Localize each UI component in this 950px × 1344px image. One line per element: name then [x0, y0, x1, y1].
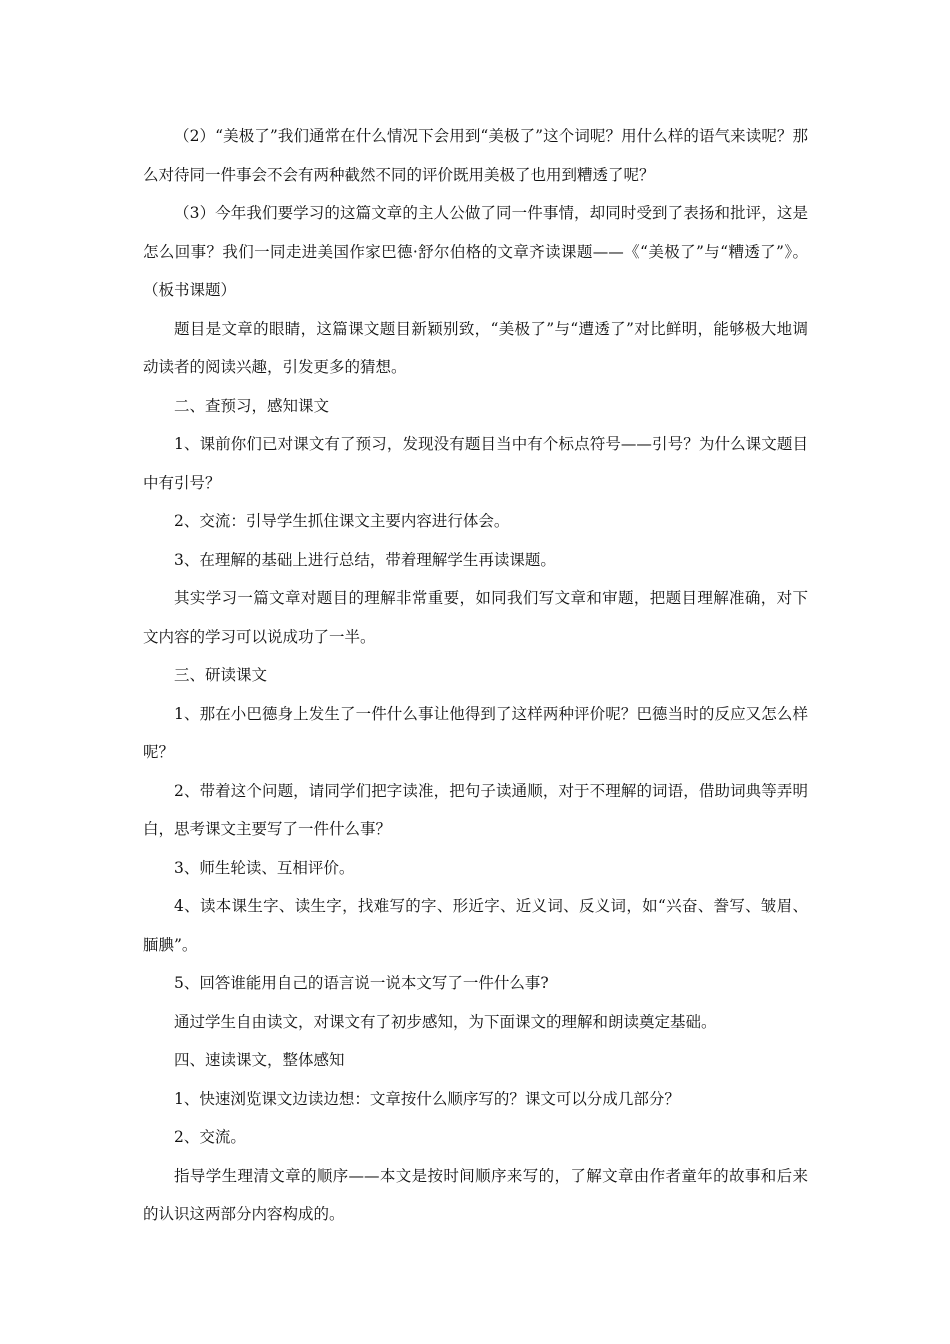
paragraph: 5、回答谁能用自己的语言说一说本文写了一件什么事? [174, 974, 549, 992]
paragraph: 3、在理解的基础上进行总结，带着理解学生再读课题。 [174, 550, 556, 569]
paragraph: 题目是文章的眼睛，这篇课文题目新颖别致，“美极了”与“遭透了”对比鲜明，能够极大地调动读者的阅读兴趣，引发更多的猜想。 [143, 319, 808, 376]
section-heading: 二、查预习，感知课文 [174, 396, 330, 415]
paragraph: 2、交流。 [174, 1128, 246, 1146]
paragraph: 1、课前你们已对课文有了预习，发现没有题目当中有个标点符号——引号？为什么课文题目中有引号？ [143, 435, 808, 492]
paragraph: （3）今年我们要学习的这篇文章的主人公做了同一件事情，却同时受到了表扬和批评，这是怎么回事？我们一同走进美国作家巴德·舒尔伯格的文章齐读课题——《“美极了”与“糟透了”》。（板书课题） [143, 204, 808, 299]
paragraph: 2、交流：引导学生抓住课文主要内容进行体会。 [174, 512, 510, 530]
paragraph: 4、读本课生字、读生字，找难写的字、形近字、近义词、反义词，如“兴奋、誊写、皱眉、腼腆”。 [143, 897, 808, 954]
section-heading: 三、研读课文 [174, 666, 268, 684]
paragraph: 2、带着这个问题，请同学们把字读准，把句子读通顺，对于不理解的词语，借助词典等弄明白，思考课文主要写了一件什么事？ [143, 781, 808, 838]
paragraph: 1、那在小巴德身上发生了一件什么事让他得到了这样两种评价呢？巴德当时的反应又怎么样呢？ [143, 704, 808, 761]
paragraph: 3、师生轮读、互相评价。 [174, 858, 355, 877]
paragraph: 其实学习一篇文章对题目的理解非常重要，如同我们写文章和审题，把题目理解准确，对下文内容的学习可以说成功了一半。 [143, 589, 808, 646]
section-heading: 四、速读课文，整体感知 [174, 1051, 345, 1069]
paragraph: （2）“美极了”我们通常在什么情况下会用到“美极了”这个词呢？用什么样的语气来读呢？那么对待同一件事会不会有两种截然不同的评价既用美极了也用到糟透了呢？ [143, 127, 808, 184]
body-text [143, 117, 808, 1234]
paragraph: 1、快速浏览课文边读边想：文章按什么顺序写的？课文可以分成几部分？ [174, 1089, 680, 1108]
paragraph: 指导学生理清文章的顺序——本文是按时间顺序来写的，了解文章由作者童年的故事和后来的认识这两部分内容构成的。 [143, 1166, 808, 1223]
paragraph: 通过学生自由读文，对课文有了初步感知，为下面课文的理解和朗读奠定基础。 [174, 1012, 717, 1031]
